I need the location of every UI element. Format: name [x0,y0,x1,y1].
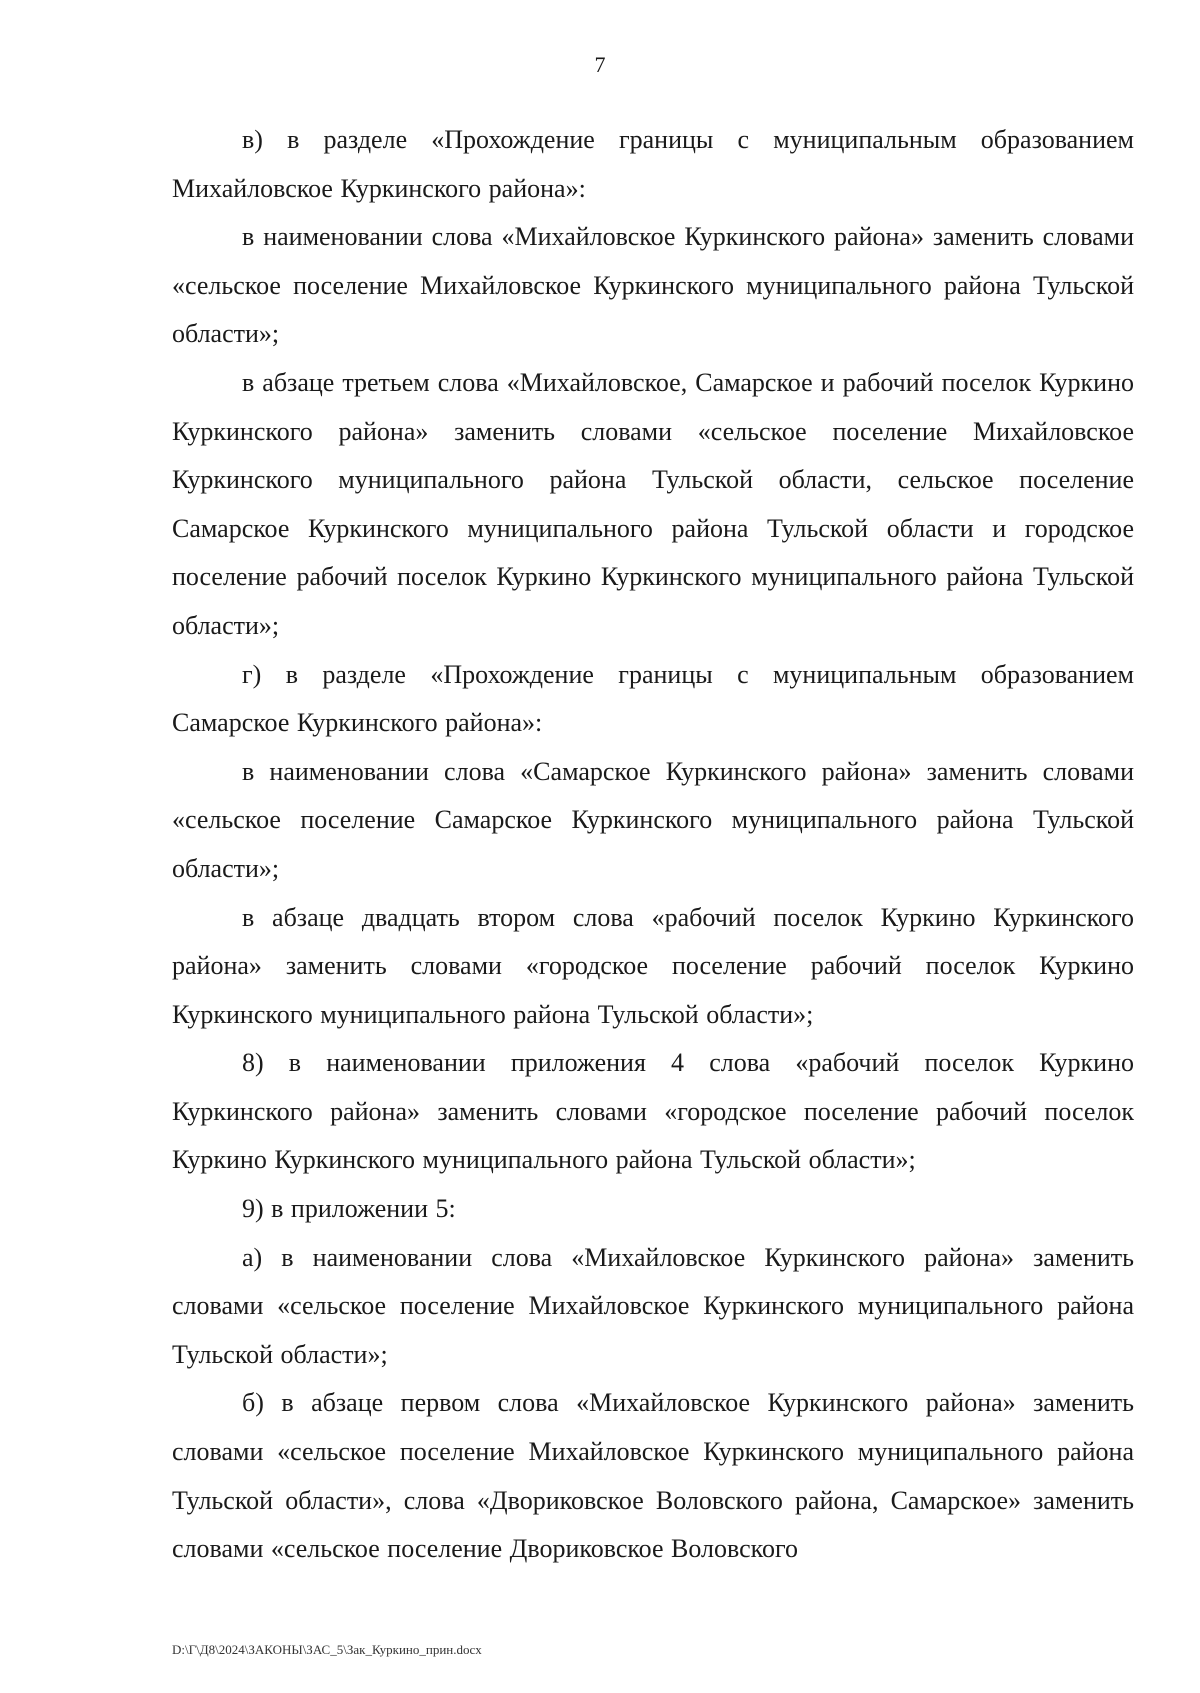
paragraph-name-samarskoe: в наименовании слова «Самарское Куркинского района» заменить словами «сельское поселение Самарское Куркинского муниципального района Тульской области»; [172,756,1134,883]
paragraph-item-8: 8) в наименовании приложения 4 слова «рабочий поселок Куркино Куркинского района» заменить словами «городское поселение рабочий поселок Куркино Куркинского муниципального района Тульской области»; [172,1048,1134,1175]
paragraph-section-v: в) в разделе «Прохождение границы с муниципальным образованием Михайловское Куркинского района»: [172,125,1134,203]
paragraph-name-mikhaylovskoe: в наименовании слова «Михайловское Куркинского района» заменить словами «сельское поселение Михайловское Куркинского муниципального района Тульской области»; [172,222,1134,349]
paragraph-third-abzac: в абзаце третьем слова «Михайловское, Самарское и рабочий поселок Куркино Куркинского района» заменить словами «сельское поселение Михайловское Куркинского муниципального района Тульской области, сельское поселение Самарское Куркинского муниципального района Тульской области и городское поселение рабочий поселок Куркино Куркинского муниципального района Тульской области»; [172,367,1134,640]
paragraph-twenty-second-abzac: в абзаце двадцать втором слова «рабочий поселок Куркино Куркинского района» заменить словами «городское поселение рабочий поселок Куркино Куркинского муниципального района Тульской области»; [172,902,1134,1029]
page-number: 7 [594,52,606,77]
paragraph-item-9b: б) в абзаце первом слова «Михайловское Куркинского района» заменить словами «сельское поселение Михайловское Куркинского муниципального района Тульской области», слова «Двориковское Воловского района, Самарское» заменить словами «сельское поселение Двориковское Воловского [172,1388,1134,1564]
paragraph-item-9: 9) в приложении 5: [242,1194,456,1224]
paragraph-section-g: г) в разделе «Прохождение границы с муниципальным образованием Самарское Куркинского района»: [172,659,1134,738]
paragraph-item-9a: а) в наименовании слова «Михайловское Куркинского района» заменить словами «сельское поселение Михайловское Куркинского муниципального района Тульской области»; [172,1242,1134,1369]
document-body [172,116,1134,1574]
footer-file-path: D:\Г\Д8\2024\ЗАКОНЫ\ЗАС_5\Зак_Куркино_прин.docx [172,1642,482,1657]
